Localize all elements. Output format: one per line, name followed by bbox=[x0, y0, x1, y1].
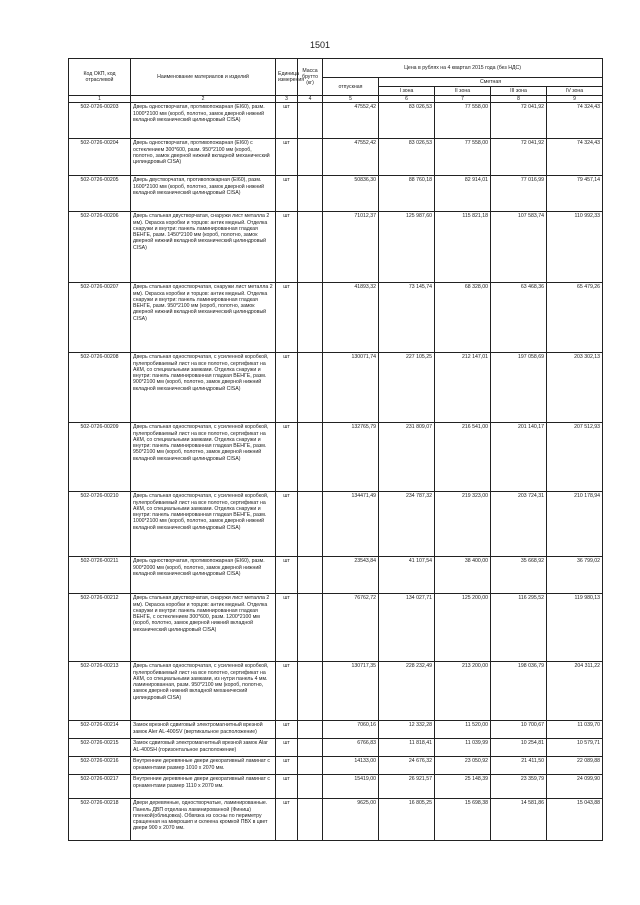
page-number: 1501 bbox=[309, 40, 331, 50]
item-unit: шт bbox=[276, 757, 298, 775]
item-zone-2-price: 11 520,00 bbox=[435, 721, 491, 739]
table-row bbox=[69, 139, 603, 176]
item-name: Дверь стальная одностворчатая, с усиленной коробкой, пулепробиваемый лист на все полотно, сертификат на АКМ, со специальными замками, из нутри панель 4 мм. ламинированная, разм. 950*2100 мм (короб, полотно, замок дверной нижний вкладной механический цилиндровый CISA) bbox=[131, 662, 276, 721]
item-zone-4-price: 204 311,22 bbox=[547, 662, 603, 721]
header-zone-1: I зона bbox=[379, 87, 435, 96]
item-unit: шт bbox=[276, 103, 298, 139]
item-name: Дверь одностворчатая, противопожарная (EI60), разм. 1000*2100 мм (короб, полотно, замок дверной нижний вкладной механический цилиндровый CISA) bbox=[131, 103, 276, 139]
item-release-price: 76762,72 bbox=[323, 594, 379, 662]
header-release: отпускная bbox=[323, 78, 379, 96]
item-code: 502-0726-00217 bbox=[69, 775, 131, 799]
item-code: 502-0726-00205 bbox=[69, 176, 131, 212]
table-row bbox=[69, 757, 603, 775]
item-release-price: 47552,42 bbox=[323, 103, 379, 139]
header-zone-3: III зона bbox=[491, 87, 547, 96]
item-name: Дверь двустворчатая, противопожарная (EI60), разм. 1600*2100 мм (короб, полотно, замок дверной нижний вкладной механический цилиндровый CISA) bbox=[131, 176, 276, 212]
item-unit: шт bbox=[276, 557, 298, 594]
item-zone-2-price: 216 541,00 bbox=[435, 423, 491, 492]
item-zone-4-price: 11 039,70 bbox=[547, 721, 603, 739]
item-unit: шт bbox=[276, 662, 298, 721]
item-name: Дверь стальная одностворчатая, с усиленной коробкой, пулепробиваемый лист на все полотно, сертификат на АКМ, со специальными замками. Отделка снаружи и внутри: панель ламинированная гладкая ВЕНГЕ, разм. 900*2100 мм (короб, полотно, замок дверной нижний вкладной механический цилиндровый CISA) bbox=[131, 353, 276, 423]
header-price-group: Цена в рублях на 4 квартал 2015 года (без НДС) bbox=[323, 59, 603, 78]
item-mass bbox=[298, 423, 323, 492]
column-index: 6 bbox=[379, 96, 435, 103]
item-unit: шт bbox=[276, 594, 298, 662]
item-zone-3-price: 23 359,79 bbox=[491, 775, 547, 799]
item-release-price: 47552,42 bbox=[323, 139, 379, 176]
item-zone-3-price: 63 468,36 bbox=[491, 283, 547, 353]
item-release-price: 130717,35 bbox=[323, 662, 379, 721]
item-code: 502-0726-00212 bbox=[69, 594, 131, 662]
header-code: Код ОКП, код отраслевой bbox=[69, 59, 131, 96]
header-name: Наименование материалов и изделий bbox=[131, 59, 276, 96]
item-zone-3-price: 72 041,92 bbox=[491, 103, 547, 139]
item-unit: шт bbox=[276, 721, 298, 739]
item-zone-1-price: 234 787,32 bbox=[379, 492, 435, 557]
item-zone-2-price: 38 400,00 bbox=[435, 557, 491, 594]
column-index: 8 bbox=[491, 96, 547, 103]
item-code: 502-0726-00216 bbox=[69, 757, 131, 775]
item-name: Дверь одностворчатая, противопожарная (EI60), разм. 900*2000 мм (короб, полотно, замок дверной нижний вкладной механический цилиндровый CISA) bbox=[131, 557, 276, 594]
item-release-price: 7060,16 bbox=[323, 721, 379, 739]
item-zone-1-price: 11 818,41 bbox=[379, 739, 435, 757]
item-zone-1-price: 24 676,32 bbox=[379, 757, 435, 775]
item-zone-1-price: 228 232,49 bbox=[379, 662, 435, 721]
item-zone-4-price: 36 799,02 bbox=[547, 557, 603, 594]
item-code: 502-0726-00207 bbox=[69, 283, 131, 353]
item-release-price: 23543,84 bbox=[323, 557, 379, 594]
item-unit: шт bbox=[276, 739, 298, 757]
table-row bbox=[69, 662, 603, 721]
item-code: 502-0726-00211 bbox=[69, 557, 131, 594]
item-unit: шт bbox=[276, 353, 298, 423]
item-code: 502-0726-00214 bbox=[69, 721, 131, 739]
item-name: Дверь стальная одностворчатая, с усиленной коробкой, пулепробиваемый лист на все полотно, сертификат на АКМ, со специальными замками. Отделка снаружи и внутри: панель ламинированная гладкая ВЕНГЕ, разм. 1000*2100 мм (короб, полотно, замок дверной нижний вкладной механический цилиндровый CISA) bbox=[131, 492, 276, 557]
header-zone-2: II зона bbox=[435, 87, 491, 96]
item-mass bbox=[298, 757, 323, 775]
table-row bbox=[69, 775, 603, 799]
column-index: 2 bbox=[131, 96, 276, 103]
item-zone-2-price: 77 558,00 bbox=[435, 103, 491, 139]
item-name: Дверь стальная одностворчатая, снаружи лист металла 2 мм). Окраска коробки и торцов: антик медный. Отделка снаружи и внутри: панель ламинированная гладкая ВЕНГЕ, разм. 950*2100 мм (короб, полотно, замок дверной нижний вкладной механический цилиндровый CISA) bbox=[131, 283, 276, 353]
item-release-price: 50836,30 bbox=[323, 176, 379, 212]
table-row bbox=[69, 212, 603, 283]
item-zone-4-price: 74 324,43 bbox=[547, 103, 603, 139]
item-zone-4-price: 79 457,14 bbox=[547, 176, 603, 212]
item-unit: шт bbox=[276, 283, 298, 353]
table-row bbox=[69, 739, 603, 757]
item-zone-4-price: 207 512,93 bbox=[547, 423, 603, 492]
item-name: Дверь стальная двустворчатая, снаружи лист металла 2 мм). Окраска коробки и торцов: антик медный. Отделка снаружи и внутри: панель ламинированная гладкая ВЕНГЕ, с остеклением 300*600, разм. 1200*2100 мм (короб, полотно, замок дверной нижний вкладной механический цилиндровый CISA) bbox=[131, 594, 276, 662]
item-zone-2-price: 115 821,18 bbox=[435, 212, 491, 283]
item-code: 502-0726-00213 bbox=[69, 662, 131, 721]
item-zone-3-price: 116 295,52 bbox=[491, 594, 547, 662]
item-mass bbox=[298, 594, 323, 662]
item-zone-1-price: 41 107,54 bbox=[379, 557, 435, 594]
item-unit: шт bbox=[276, 212, 298, 283]
item-zone-3-price: 72 041,92 bbox=[491, 139, 547, 176]
item-release-price: 6766,83 bbox=[323, 739, 379, 757]
item-code: 502-0726-00209 bbox=[69, 423, 131, 492]
column-index: 4 bbox=[298, 96, 323, 103]
table-row bbox=[69, 492, 603, 557]
item-zone-2-price: 15 698,38 bbox=[435, 799, 491, 841]
item-unit: шт bbox=[276, 799, 298, 841]
table-row bbox=[69, 283, 603, 353]
item-zone-3-price: 201 140,17 bbox=[491, 423, 547, 492]
item-zone-1-price: 83 026,53 bbox=[379, 103, 435, 139]
item-name: Двери деревянные, одностворчатые, ламинированные. Панель ДВП отделана ламинированной (Финиш) пленкой(облицовка). Обвязка из сосны по периметру сращенная на микрошип и склеена кромкой ПВХ в цвет двери 900 х 2070 мм. bbox=[131, 799, 276, 841]
table-row bbox=[69, 176, 603, 212]
item-zone-3-price: 14 581,86 bbox=[491, 799, 547, 841]
item-mass bbox=[298, 799, 323, 841]
item-zone-1-price: 73 145,74 bbox=[379, 283, 435, 353]
item-zone-4-price: 210 178,94 bbox=[547, 492, 603, 557]
item-release-price: 9625,00 bbox=[323, 799, 379, 841]
item-zone-4-price: 24 099,90 bbox=[547, 775, 603, 799]
item-zone-3-price: 198 036,79 bbox=[491, 662, 547, 721]
item-release-price: 132765,79 bbox=[323, 423, 379, 492]
table-row bbox=[69, 353, 603, 423]
item-mass bbox=[298, 492, 323, 557]
item-code: 502-0726-00215 bbox=[69, 739, 131, 757]
item-zone-4-price: 110 992,33 bbox=[547, 212, 603, 283]
item-zone-4-price: 10 579,71 bbox=[547, 739, 603, 757]
item-name: Дверь одностворчатая, противопожарная (EI60) с остеклением 300*600, разм. 950*2100 мм (короб, полотно, замок дверной нижний вкладной механический цилиндровый CISA) bbox=[131, 139, 276, 176]
item-zone-3-price: 107 583,74 bbox=[491, 212, 547, 283]
item-mass bbox=[298, 283, 323, 353]
item-zone-3-price: 197 058,69 bbox=[491, 353, 547, 423]
column-index: 3 bbox=[276, 96, 298, 103]
item-zone-4-price: 22 089,88 bbox=[547, 757, 603, 775]
item-zone-1-price: 134 027,71 bbox=[379, 594, 435, 662]
column-index: 7 bbox=[435, 96, 491, 103]
item-mass bbox=[298, 775, 323, 799]
item-release-price: 130071,74 bbox=[323, 353, 379, 423]
item-zone-2-price: 11 039,99 bbox=[435, 739, 491, 757]
item-zone-3-price: 77 016,99 bbox=[491, 176, 547, 212]
item-zone-3-price: 35 668,92 bbox=[491, 557, 547, 594]
item-zone-4-price: 74 324,43 bbox=[547, 139, 603, 176]
item-unit: шт bbox=[276, 775, 298, 799]
item-code: 502-0726-00204 bbox=[69, 139, 131, 176]
header-zone-4: IV зона bbox=[547, 87, 603, 96]
item-code: 502-0726-00208 bbox=[69, 353, 131, 423]
item-unit: шт bbox=[276, 423, 298, 492]
item-name: Дверь стальная двустворчатая, снаружи лист металла 2 мм). Окраска коробки и торцов: антик медный. Отделка снаружи и внутри: панель ламинированная гладкая ВЕНГЕ, разм. 1450*2100 мм (короб, полотно, замок дверной нижний вкладной механический цилиндровый CISA) bbox=[131, 212, 276, 283]
item-zone-1-price: 88 760,18 bbox=[379, 176, 435, 212]
item-name: Внутренние деревянные двери декоративный ламинат с орнаментами размер 1110 х 2070 мм. bbox=[131, 775, 276, 799]
item-mass bbox=[298, 176, 323, 212]
item-zone-2-price: 25 148,39 bbox=[435, 775, 491, 799]
item-zone-4-price: 203 302,13 bbox=[547, 353, 603, 423]
column-index: 5 bbox=[323, 96, 379, 103]
item-mass bbox=[298, 739, 323, 757]
item-code: 502-0726-00203 bbox=[69, 103, 131, 139]
item-code: 502-0726-00206 bbox=[69, 212, 131, 283]
table-row bbox=[69, 423, 603, 492]
item-release-price: 14133,00 bbox=[323, 757, 379, 775]
item-mass bbox=[298, 662, 323, 721]
item-zone-3-price: 21 411,50 bbox=[491, 757, 547, 775]
header-mass: Масса брутто (кг) bbox=[298, 59, 323, 96]
item-release-price: 71012,37 bbox=[323, 212, 379, 283]
item-zone-4-price: 65 479,26 bbox=[547, 283, 603, 353]
item-zone-2-price: 82 914,01 bbox=[435, 176, 491, 212]
item-mass bbox=[298, 212, 323, 283]
item-code: 502-0726-00210 bbox=[69, 492, 131, 557]
item-zone-1-price: 16 805,25 bbox=[379, 799, 435, 841]
item-zone-1-price: 231 809,07 bbox=[379, 423, 435, 492]
item-mass bbox=[298, 139, 323, 176]
item-zone-2-price: 125 200,00 bbox=[435, 594, 491, 662]
item-zone-3-price: 10 254,81 bbox=[491, 739, 547, 757]
header-unit: Единица измерения bbox=[276, 59, 298, 96]
item-zone-4-price: 119 980,13 bbox=[547, 594, 603, 662]
item-code: 502-0726-00218 bbox=[69, 799, 131, 841]
item-zone-2-price: 77 558,00 bbox=[435, 139, 491, 176]
item-zone-2-price: 68 328,00 bbox=[435, 283, 491, 353]
table-row bbox=[69, 103, 603, 139]
item-zone-1-price: 83 026,53 bbox=[379, 139, 435, 176]
item-name: Замок врезной сдвиговый электромагнитный врезной замок Aler AL-400SV (вертикальное расположение) bbox=[131, 721, 276, 739]
item-release-price: 41893,32 bbox=[323, 283, 379, 353]
header-estimate: Сметная bbox=[379, 78, 603, 87]
item-zone-4-price: 15 043,88 bbox=[547, 799, 603, 841]
item-release-price: 134471,49 bbox=[323, 492, 379, 557]
item-release-price: 15419,00 bbox=[323, 775, 379, 799]
item-zone-3-price: 203 724,31 bbox=[491, 492, 547, 557]
price-table bbox=[68, 58, 603, 841]
column-index: 1 bbox=[69, 96, 131, 103]
item-zone-2-price: 23 050,92 bbox=[435, 757, 491, 775]
item-unit: шт bbox=[276, 492, 298, 557]
item-name: Замок сдвиговый электромагнитный врезной замок Alar AL-400SH (горизонтальное расположение) bbox=[131, 739, 276, 757]
item-mass bbox=[298, 353, 323, 423]
item-zone-1-price: 227 105,25 bbox=[379, 353, 435, 423]
item-name: Дверь стальная одностворчатая, с усиленной коробкой, пулепробиваемый лист на все полотно, сертификат на АКМ, со специальными замками. Отделка снаружи и внутри: панель ламинированная гладкая ВЕНГЕ, разм. 950*2100 мм (короб, полотно, замок дверной нижний вкладной механический цилиндровый CISA) bbox=[131, 423, 276, 492]
item-mass bbox=[298, 721, 323, 739]
table-row bbox=[69, 721, 603, 739]
item-mass bbox=[298, 103, 323, 139]
item-mass bbox=[298, 557, 323, 594]
column-index: 9 bbox=[547, 96, 603, 103]
item-unit: шт bbox=[276, 176, 298, 212]
item-zone-2-price: 213 200,00 bbox=[435, 662, 491, 721]
item-zone-3-price: 10 700,67 bbox=[491, 721, 547, 739]
item-name: Внутренние деревянные двери декоративный ламинат с орнаментами размер 1010 х 2070 мм. bbox=[131, 757, 276, 775]
table-row bbox=[69, 799, 603, 841]
item-zone-1-price: 125 987,60 bbox=[379, 212, 435, 283]
table-row bbox=[69, 594, 603, 662]
table-row bbox=[69, 557, 603, 594]
price-table-body bbox=[69, 103, 603, 841]
item-unit: шт bbox=[276, 139, 298, 176]
item-zone-1-price: 26 921,57 bbox=[379, 775, 435, 799]
item-zone-2-price: 212 147,01 bbox=[435, 353, 491, 423]
item-zone-2-price: 219 323,00 bbox=[435, 492, 491, 557]
item-zone-1-price: 12 332,28 bbox=[379, 721, 435, 739]
